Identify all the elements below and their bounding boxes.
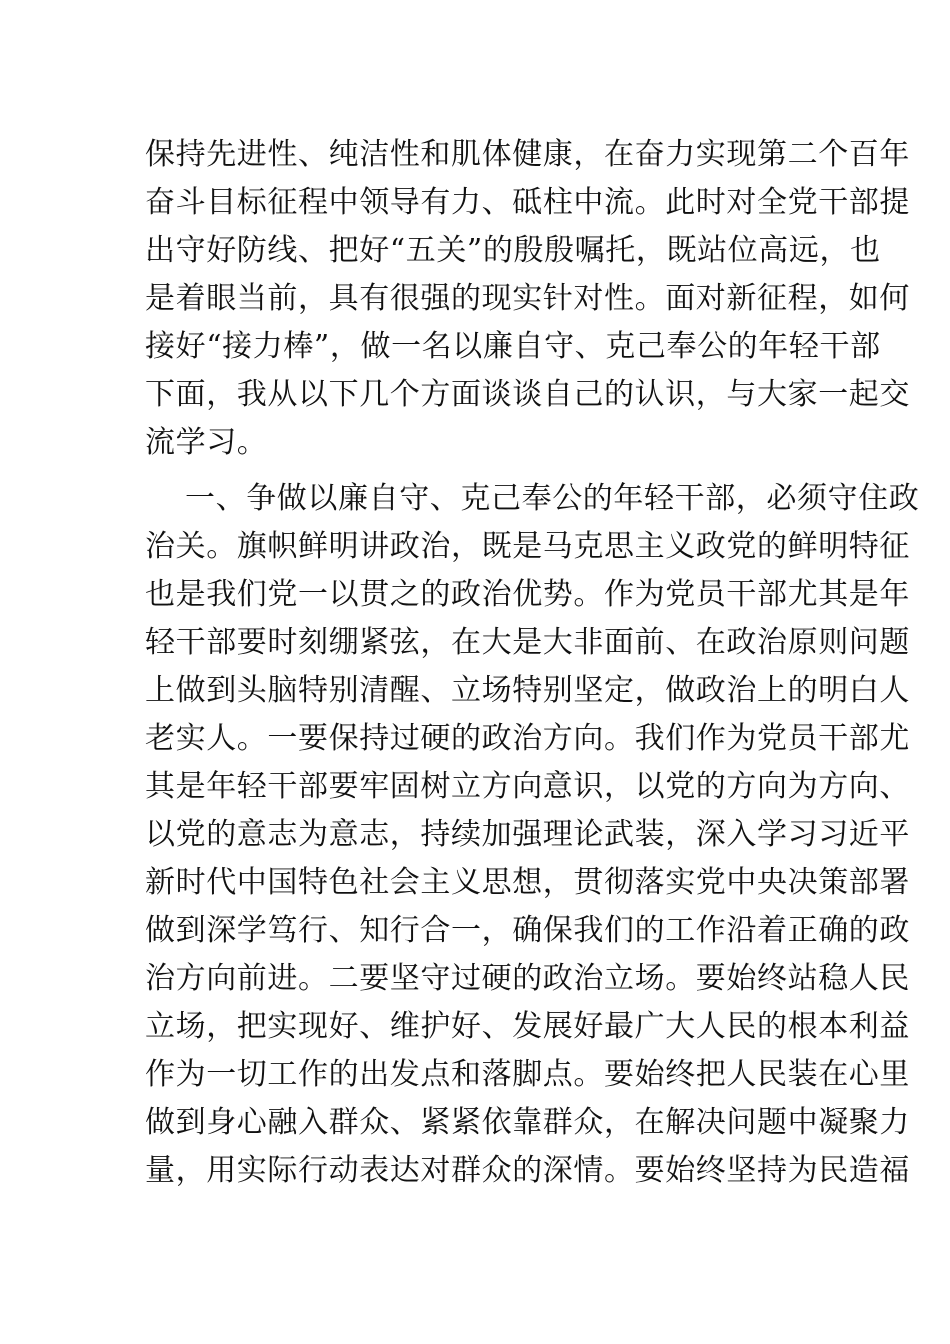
text-line: 流学习。: [145, 425, 268, 460]
text-line: 做到身心融入群众、紧紧依靠群众，在解决问题中凝聚力: [145, 1105, 910, 1140]
text-line: 治关。旗帜鲜明讲政治，既是马克思主义政党的鲜明特征: [145, 529, 910, 564]
text-line: 也是我们党一以贯之的政治优势。作为党员干部尤其是年: [145, 577, 910, 612]
text-line: 出守好防线、把好“五关”的殷殷嘱托，既站位高远，也: [145, 233, 881, 268]
text-line: 保持先进性、纯洁性和肌体健康，在奋力实现第二个百年: [145, 137, 910, 172]
text-line: 作为一切工作的出发点和落脚点。要始终把人民装在心里: [145, 1057, 910, 1092]
text-line: 接好“接力棒”，做一名以廉自守、克己奉公的年轻干部: [145, 329, 881, 364]
text-line: 老实人。一要保持过硬的政治方向。我们作为党员干部尤: [145, 721, 910, 756]
text-line: 上做到头脑特别清醒、立场特别坚定，做政治上的明白人: [145, 673, 910, 708]
section-heading-line: 一、争做以廉自守、克己奉公的年轻干部，必须守住政: [185, 481, 920, 516]
text-line: 做到深学笃行、知行合一，确保我们的工作沿着正确的政: [145, 913, 910, 948]
text-line: 是着眼当前，具有很强的现实针对性。面对新征程，如何: [145, 281, 910, 316]
text-line: 其是年轻干部要牢固树立方向意识，以党的方向为方向、: [145, 769, 910, 804]
text-line: 新时代中国特色社会主义思想，贯彻落实党中央决策部署: [145, 865, 910, 900]
text-line: 立场，把实现好、维护好、发展好最广大人民的根本利益: [145, 1009, 910, 1044]
text-line: 量，用实际行动表达对群众的深情。要始终坚持为民造福: [145, 1153, 910, 1188]
text-line: 奋斗目标征程中领导有力、砥柱中流。此时对全党干部提: [145, 185, 910, 220]
text-line: 以党的意志为意志，持续加强理论武装，深入学习习近平: [145, 817, 910, 852]
text-line: 治方向前进。二要坚守过硬的政治立场。要始终站稳人民: [145, 961, 910, 996]
text-line: 下面，我从以下几个方面谈谈自己的认识，与大家一起交: [145, 377, 910, 412]
text-line: 轻干部要时刻绷紧弦，在大是大非面前、在政治原则问题: [145, 625, 910, 660]
